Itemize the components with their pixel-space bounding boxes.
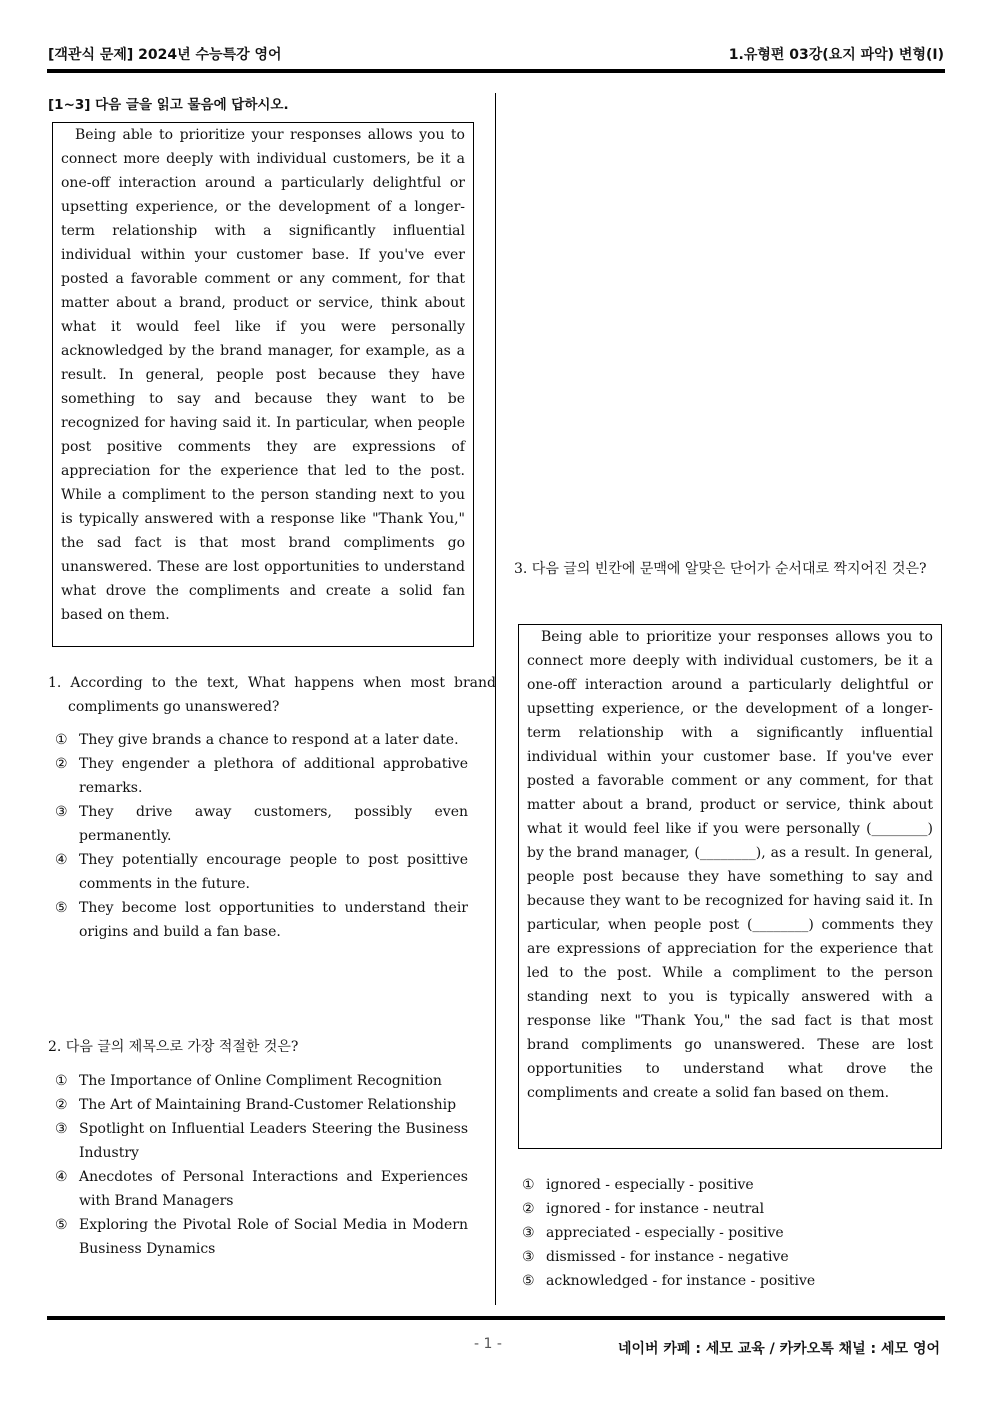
option-number: ③ (55, 1121, 68, 1137)
header-section: 1.유형편 03강(요지 파악) 변형(I) (728, 47, 944, 63)
option[interactable] (522, 1269, 942, 1293)
option-number: ① (522, 1177, 535, 1193)
question-1-stem: 1. According to the text, What happens when most brand compliments go unanswered? (48, 675, 496, 715)
option[interactable] (522, 1245, 942, 1269)
option-text: They potentially encourage people to post posittive comments in the future. (79, 852, 468, 892)
question-2-stem: 2. 다음 글의 제목으로 가장 적절한 것은? (48, 1039, 299, 1055)
option-text: The Art of Maintaining Brand-Customer Relationship (79, 1097, 457, 1113)
page-number: - 1 - (474, 1336, 502, 1352)
option-number: ⑤ (522, 1273, 535, 1289)
question-2-options (55, 1069, 468, 1261)
option-text: They engender a plethora of additional approbative remarks. (79, 756, 468, 796)
option-text: Exploring the Pivotal Role of Social Media in Modern Business Dynamics (79, 1217, 468, 1257)
passage-text: Being able to prioritize your responses allows you to connect more deeply with individual customers, be it a one-off interaction around a particularly delightful or upsetting experience, or the development of a longer-term relationship with a significantly influential individual within your customer base. If you've ever posted a favorable comment or any comment, for that matter about a brand, product or service, think about what it would feel like if you were personally acknowledged by the brand manager, for example, as a result. In general, people post because they have something to say and because they want to be recognized for having said it. In particular, when people post positive comments they are expressions of appreciation for the experience that led to the post. While a compliment to the person standing next to you is typically answered with a response like "Thank You," the sad fact is that most brand compliments go unanswered. These are lost opportunities to understand what drove the compliments and create a solid fan based on them. (61, 127, 465, 623)
option-number: ③ (55, 804, 68, 820)
option[interactable] (55, 800, 468, 848)
option-number: ③ (522, 1249, 535, 1265)
option[interactable] (55, 1093, 468, 1117)
option-number: ② (55, 756, 68, 772)
question-1-options (55, 728, 468, 944)
option-number: ⑤ (55, 900, 68, 916)
option-number: ④ (55, 1169, 68, 1185)
header-title: [객관식 문제] 2024년 수능특강 영어 (48, 47, 282, 63)
group-instruction: [1~3] 다음 글을 읽고 물음에 답하시오. (48, 97, 289, 113)
option[interactable] (522, 1197, 942, 1221)
option-number: ⑤ (55, 1217, 68, 1233)
option[interactable] (55, 728, 468, 752)
option[interactable] (55, 848, 468, 896)
option-text: ignored - for instance - neutral (546, 1201, 765, 1217)
option-text: Anecdotes of Personal Interactions and Experiences with Brand Managers (79, 1169, 468, 1209)
option[interactable] (55, 1117, 468, 1165)
option-number: ② (55, 1097, 68, 1113)
option-text: appreciated - especially - positive (546, 1225, 784, 1241)
passage-box-blanks (518, 624, 942, 1149)
question-3-stem: 3. 다음 글의 빈칸에 문맥에 알맞은 단어가 순서대로 짝지어진 것은? (514, 561, 927, 577)
option[interactable] (55, 1165, 468, 1213)
footer-rule (47, 1316, 945, 1320)
option[interactable] (55, 1213, 468, 1261)
option-number: ③ (522, 1225, 535, 1241)
option-text: They drive away customers, possibly even permanently. (79, 804, 468, 844)
passage-box (52, 122, 474, 647)
option[interactable] (55, 752, 468, 800)
option[interactable] (522, 1221, 942, 1245)
option-text: They become lost opportunities to understand their origins and build a fan base. (79, 900, 468, 940)
header-rule (47, 69, 945, 73)
option-number: ① (55, 732, 68, 748)
option[interactable] (55, 1069, 468, 1093)
option-text: Spotlight on Influential Leaders Steering the Business Industry (79, 1121, 468, 1161)
option[interactable] (55, 896, 468, 944)
option-text: ignored - especially - positive (546, 1177, 754, 1193)
footer-channels: 네이버 카페 : 세모 교육 / 카카오톡 채널 : 세모 영어 (617, 1341, 940, 1357)
question-3-options (522, 1173, 942, 1293)
passage-text: Being able to prioritize your responses allows you to connect more deeply with individual customers, be it a one-off interaction around a particularly delightful or upsetting experience, or the development of a longer-term relationship with a significantly influential individual within your customer base. If you've ever posted a favorable comment or any comment, for that matter about a brand, product or service, think about what it would feel like if you were personally (________) by the brand manager, (________), as a result. In general, people post because they have something to say and because they want to be recognized for having said it. In particular, when people post (________) comments they are expressions of appreciation for the experience that led to the post. While a compliment to the person standing next to you is typically answered with a response like "Thank You," the sad fact is that most brand compliments go unanswered. These are lost opportunities to understand what drove the compliments and create a solid fan based on them. (527, 629, 933, 1101)
option[interactable] (522, 1173, 942, 1197)
option-number: ② (522, 1201, 535, 1217)
option-text: acknowledged - for instance - positive (546, 1273, 816, 1289)
option-text: dismissed - for instance - negative (546, 1249, 789, 1265)
option-text: They give brands a chance to respond at a later date. (79, 732, 459, 748)
option-text: The Importance of Online Compliment Recognition (79, 1073, 442, 1089)
option-number: ④ (55, 852, 68, 868)
option-number: ① (55, 1073, 68, 1089)
